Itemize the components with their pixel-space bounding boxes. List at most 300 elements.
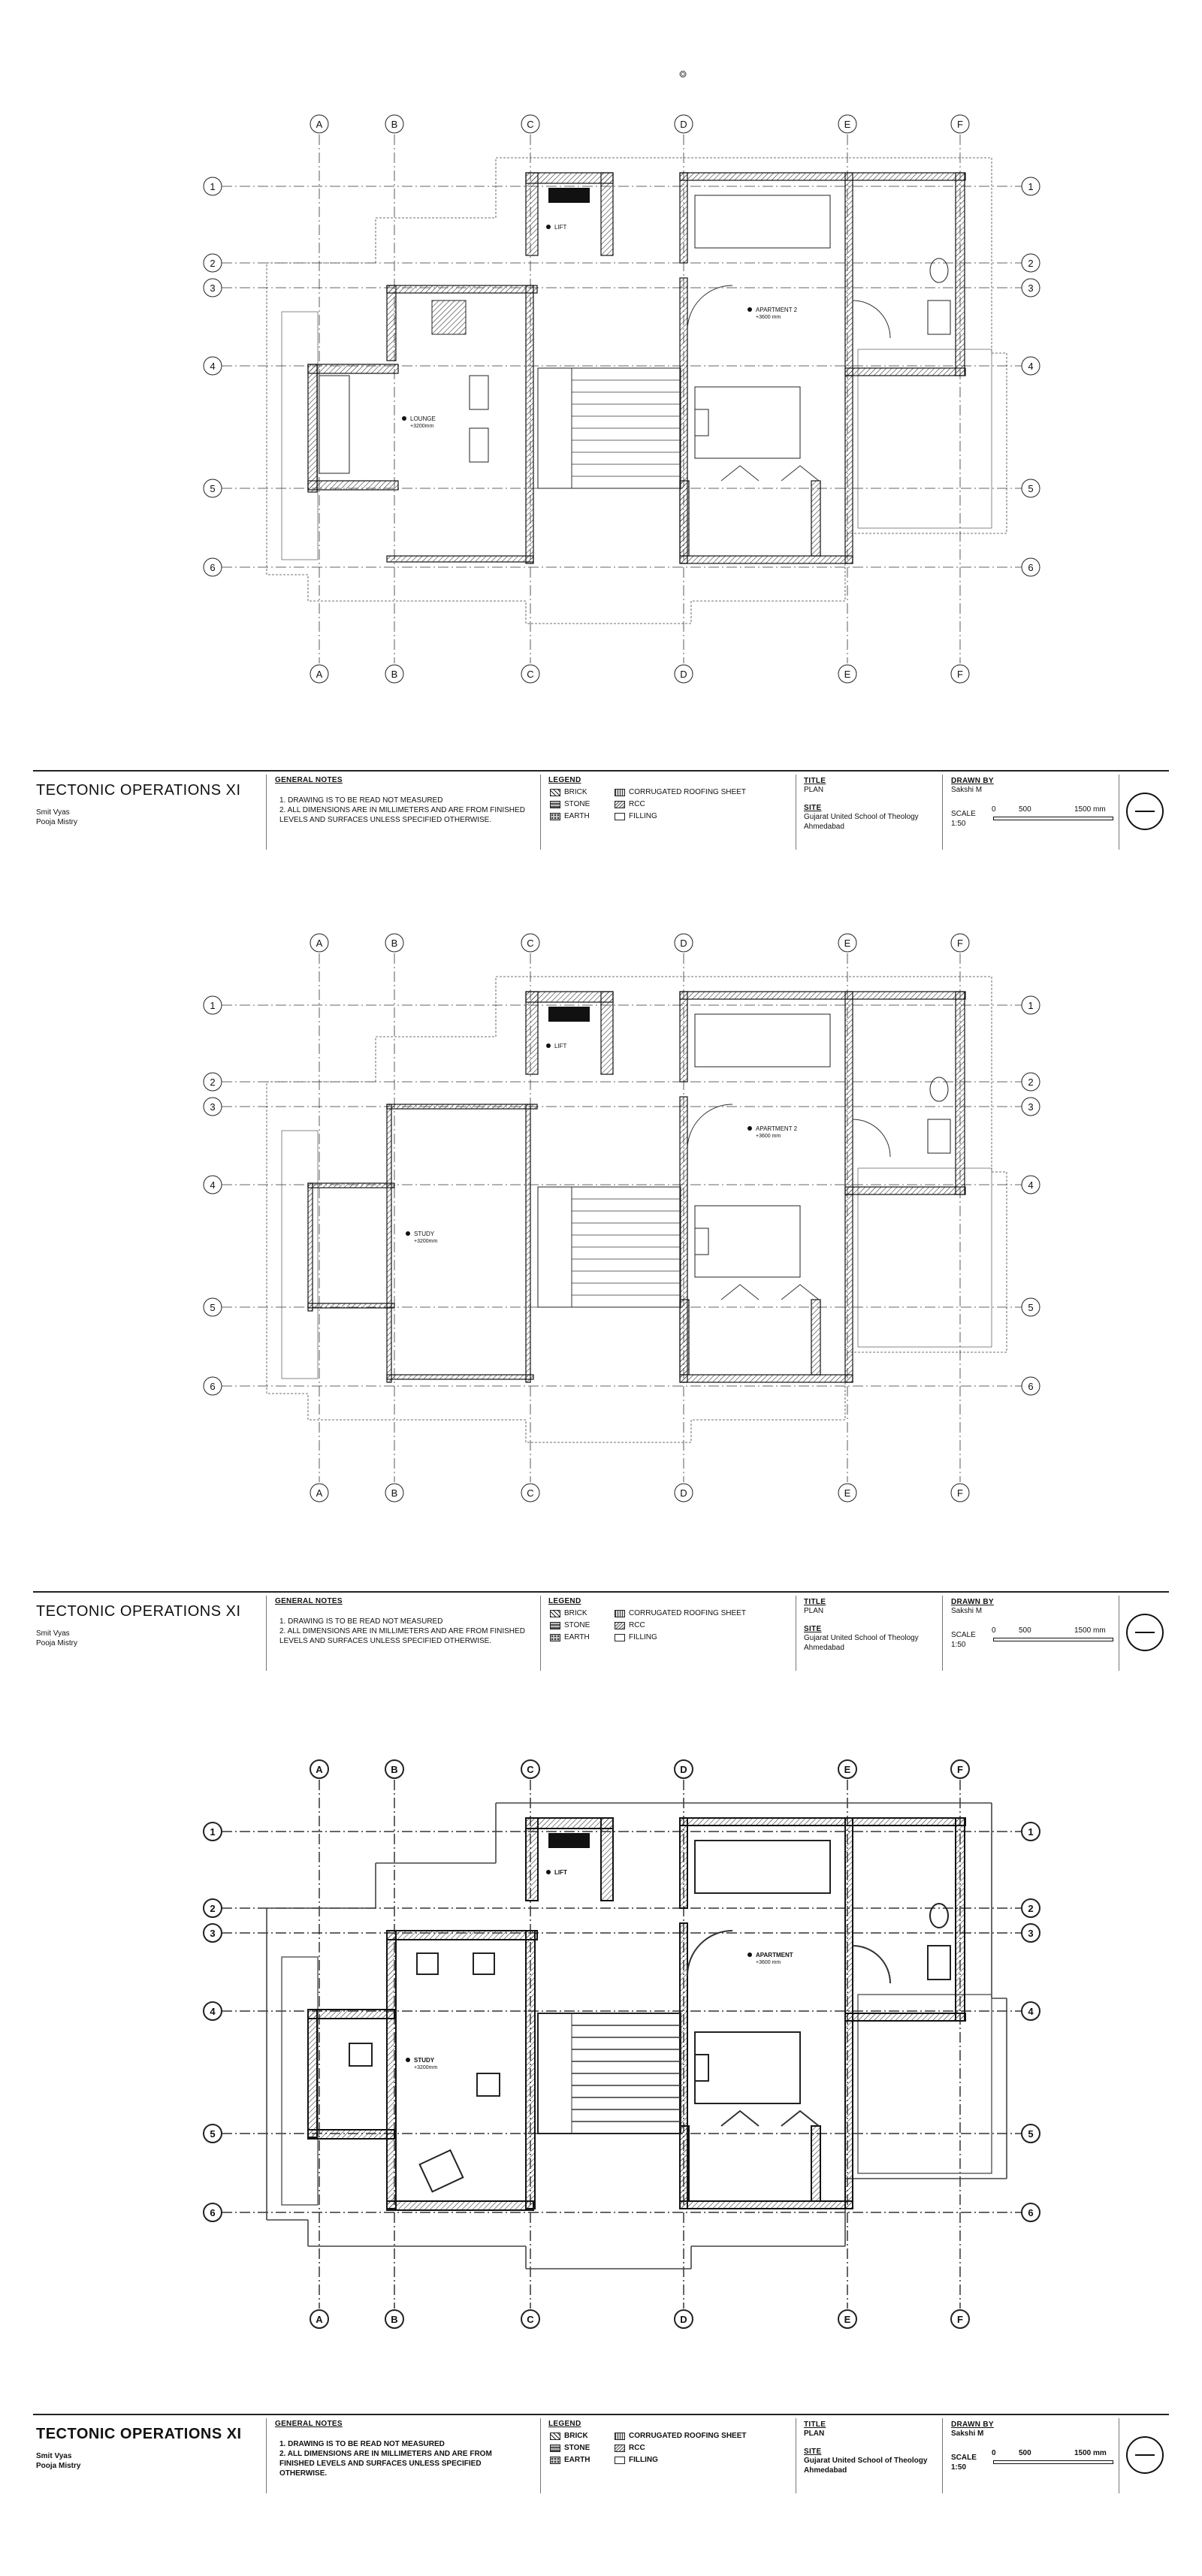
svg-text:1: 1	[210, 181, 216, 192]
svg-text:6: 6	[210, 562, 216, 573]
grid-lines	[222, 953, 1022, 1482]
grid-bubble-bottom-F	[951, 2310, 969, 2328]
scale-label: SCALE	[951, 1631, 976, 1639]
grid-bubble-top-C	[521, 115, 539, 133]
legend-filling: FILLING	[615, 1633, 657, 1641]
room-name: APARTMENT 2	[756, 307, 798, 313]
grid-bubble-bottom-D	[675, 2310, 693, 2328]
legend-rcc: RCC	[615, 800, 645, 808]
author-1: Smit Vyas	[36, 1629, 70, 1638]
svg-text:4: 4	[1028, 361, 1034, 372]
grid-bubble-left-1	[204, 996, 222, 1014]
grid-bubble-left-5	[204, 1298, 222, 1316]
room-level: +3600 mm	[756, 1134, 781, 1139]
general-notes	[272, 2415, 557, 2504]
bath-wall-left	[845, 1818, 853, 2021]
svg-text:1: 1	[210, 1826, 216, 1838]
outline-projections	[267, 158, 1007, 624]
grid-bubble-top-D	[675, 1760, 693, 1778]
apartment-wall-top	[680, 1818, 965, 1826]
author-2: Pooja Mistry	[36, 818, 78, 826]
svg-text:F: F	[957, 2314, 963, 2325]
project-title: TECTONIC OPERATIONS XI	[36, 2426, 242, 2442]
room-name: LOUNGE	[410, 415, 436, 422]
scale-bar	[993, 2460, 1113, 2464]
scale-tick-500: 500	[1019, 1626, 1031, 1635]
drawn-by-heading: DRAWN BY	[951, 2420, 994, 2429]
grid-bubble-top-C	[521, 934, 539, 952]
svg-text:F: F	[957, 938, 963, 949]
svg-text:4: 4	[210, 361, 216, 372]
grid-bubble-bottom-D	[675, 665, 693, 683]
lift-wall-top	[526, 992, 613, 1002]
bath-wall-left	[845, 992, 853, 1194]
svg-text:4: 4	[210, 1179, 216, 1191]
legend-heading: LEGEND	[548, 1597, 581, 1605]
author-1: Smit Vyas	[36, 2452, 72, 2460]
grid-bubble-left-2	[204, 254, 222, 272]
grid-bubble-top-A	[310, 1760, 328, 1778]
project-title: TECTONIC OPERATIONS XI	[36, 1603, 241, 1620]
grid-bubble-right-2	[1022, 1073, 1040, 1091]
staircase	[538, 368, 681, 488]
apartment-wall-bottom	[680, 2201, 853, 2209]
title-value: PLAN	[804, 1607, 824, 1615]
svg-text:D: D	[680, 2314, 687, 2325]
bath-wall-bottom	[845, 368, 965, 376]
grid-bubble-left-3	[204, 279, 222, 297]
grid-bubble-bottom-A	[310, 2310, 328, 2328]
lift-wall-right	[601, 992, 613, 1074]
grid-bubble-left-4	[204, 2002, 222, 2020]
grid-bubble-bottom-E	[838, 1484, 856, 1502]
grid-lines	[222, 134, 1022, 663]
apartment-wall-top	[680, 992, 965, 999]
grid-bubble-right-6	[1022, 1377, 1040, 1395]
grid-bubble-left-1	[204, 177, 222, 195]
title-heading: TITLE	[804, 777, 826, 785]
title-value: PLAN	[804, 786, 824, 794]
study-wall-top	[387, 1104, 537, 1109]
grid-bubble-left-5	[204, 2125, 222, 2143]
scale-value: 1:50	[951, 1641, 966, 1649]
svg-text:6: 6	[210, 1381, 216, 1392]
scale-tick-1500: 1500 mm	[1074, 1626, 1106, 1635]
apartment-wall-left	[680, 992, 687, 1082]
note-1: 1. DRAWING IS TO BE READ NOT MEASURED	[279, 1617, 443, 1626]
svg-text:1: 1	[1028, 1826, 1034, 1838]
grid-bubble-right-2	[1022, 1899, 1040, 1917]
study-wall-bottom	[387, 1375, 533, 1379]
general-notes	[272, 772, 557, 860]
floor-plan-2	[0, 894, 1202, 1540]
furniture	[687, 1014, 950, 1300]
drawn-by-and-scale	[948, 2415, 1113, 2504]
grid-bubble-left-3	[204, 1098, 222, 1116]
site-heading: SITE	[804, 804, 822, 812]
study-wall-right	[526, 1104, 530, 1382]
legend	[545, 1593, 771, 1681]
legend-earth: EARTH	[550, 1633, 590, 1641]
lounge-wall-upper-left	[387, 285, 396, 361]
furniture	[319, 195, 950, 481]
study-wall-bottom-west	[308, 1303, 394, 1308]
compass-mark-icon: ❂	[679, 69, 687, 80]
grid-bubble-left-4	[204, 357, 222, 375]
drawn-by-value: Sakshi M	[951, 2430, 984, 2438]
svg-text:5: 5	[210, 483, 216, 494]
room-label-1	[546, 224, 567, 231]
svg-text:D: D	[680, 938, 687, 949]
title-block	[33, 770, 1169, 860]
north-arrow-icon	[1126, 1614, 1164, 1651]
grid-bubble-left-1	[204, 1823, 222, 1841]
site-value: Gujarat United School of Theology	[804, 813, 919, 821]
svg-text:C: C	[527, 1764, 534, 1775]
room-name: LIFT	[554, 1869, 567, 1876]
grid-bubble-top-B	[385, 934, 403, 952]
legend-roofing: CORRUGATED ROOFING SHEET	[615, 788, 746, 796]
grid-bubble-left-2	[204, 1899, 222, 1917]
svg-text:2: 2	[210, 1077, 216, 1088]
svg-text:2: 2	[1028, 258, 1034, 269]
grid-bubble-right-1	[1022, 996, 1040, 1014]
svg-text:1: 1	[210, 1000, 216, 1011]
grid-bubble-top-C	[521, 1760, 539, 1778]
floor-plan-1	[0, 75, 1202, 721]
apartment-wall-right-lower	[845, 376, 853, 563]
drawn-by-heading: DRAWN BY	[951, 777, 994, 785]
scale-tick-1500: 1500 mm	[1074, 2449, 1107, 2457]
apartment-wall-top	[680, 173, 965, 180]
svg-text:A: A	[316, 1764, 323, 1775]
apartment-wall-right-lower	[845, 1194, 853, 1382]
room-name: STUDY	[414, 1231, 435, 1237]
svg-text:2: 2	[1028, 1077, 1034, 1088]
scale-tick-0: 0	[992, 1626, 996, 1635]
bath-wall-bottom	[845, 1187, 965, 1194]
grid-bubble-right-6	[1022, 2203, 1040, 2221]
room-level: +3600 mm	[756, 315, 781, 320]
room-name: STUDY	[414, 2057, 435, 2064]
balcony-wall-left	[680, 481, 689, 556]
room-label-3	[406, 2057, 437, 2070]
grid-bubble-left-3	[204, 1924, 222, 1942]
grid-bubble-top-F	[951, 934, 969, 952]
drawn-by-value: Sakshi M	[951, 1607, 983, 1615]
grid-bubble-right-1	[1022, 177, 1040, 195]
balcony-wall-right	[811, 2126, 820, 2201]
apartment-wall-left	[680, 173, 687, 263]
grid-bubble-top-B	[385, 1760, 403, 1778]
scale-tick-1500: 1500 mm	[1074, 805, 1106, 814]
grid-bubble-right-6	[1022, 558, 1040, 576]
lift-wall-right	[601, 1818, 613, 1901]
svg-text:B: B	[391, 1764, 398, 1775]
scale-tick-0: 0	[992, 2449, 996, 2457]
grid-bubble-right-2	[1022, 254, 1040, 272]
svg-text:F: F	[957, 119, 963, 130]
svg-text:D: D	[680, 669, 687, 680]
scale-bar	[993, 1638, 1113, 1641]
svg-text:D: D	[680, 119, 687, 130]
balcony-wall-right	[811, 481, 820, 556]
north-arrow-icon	[1126, 793, 1164, 830]
author-1: Smit Vyas	[36, 808, 70, 817]
grid-bubble-top-B	[385, 115, 403, 133]
legend-roofing: CORRUGATED ROOFING SHEET	[615, 1609, 746, 1617]
grid-bubble-right-4	[1022, 2002, 1040, 2020]
svg-text:4: 4	[1028, 2006, 1034, 2017]
grid-bubble-left-6	[204, 1377, 222, 1395]
grid-bubble-bottom-F	[951, 1484, 969, 1502]
room-label-1	[546, 1043, 567, 1049]
note-1: 1. DRAWING IS TO BE READ NOT MEASURED	[279, 2440, 445, 2448]
grid-bubble-right-5	[1022, 1298, 1040, 1316]
svg-text:2: 2	[210, 1903, 216, 1914]
stair-wall-left	[526, 285, 533, 563]
svg-text:A: A	[316, 2314, 323, 2325]
authors	[36, 1629, 77, 1648]
lounge-wall-upper-top	[387, 285, 537, 293]
svg-text:3: 3	[210, 282, 216, 294]
study-wall-top-west	[308, 1183, 394, 1188]
svg-text:3: 3	[210, 1101, 216, 1113]
grid-bubble-left-2	[204, 1073, 222, 1091]
lift-wall-left	[526, 173, 538, 255]
study-wall-top	[387, 1931, 537, 1940]
room-label-2	[747, 307, 798, 320]
scale-tick-0: 0	[992, 805, 996, 814]
grid-bubble-bottom-B	[385, 1484, 403, 1502]
grid-lines	[222, 1780, 1022, 2309]
staircase	[538, 1187, 681, 1307]
svg-text:F: F	[957, 1487, 963, 1499]
lounge-wall-top	[308, 364, 398, 373]
grid-bubble-bottom-F	[951, 665, 969, 683]
scale-tick-500: 500	[1019, 805, 1031, 814]
svg-text:E: E	[844, 1764, 851, 1775]
legend-roofing: CORRUGATED ROOFING SHEET	[615, 2432, 746, 2440]
lounge-wall-bottom	[308, 481, 398, 490]
svg-text:C: C	[527, 119, 534, 130]
room-level: +3600 mm	[756, 1960, 781, 1965]
svg-text:E: E	[844, 669, 851, 680]
svg-text:D: D	[680, 1487, 687, 1499]
grid-bubble-top-D	[675, 934, 693, 952]
grid-bubble-bottom-A	[310, 1484, 328, 1502]
site-value: Gujarat United School of Theology	[804, 2457, 928, 2465]
lift-wall-top	[526, 1818, 613, 1829]
grid-bubble-left-5	[204, 479, 222, 497]
svg-text:D: D	[680, 1764, 687, 1775]
site-value: Gujarat United School of Theology	[804, 1634, 919, 1642]
grid-bubble-bottom-E	[838, 2310, 856, 2328]
legend-brick: BRICK	[550, 788, 587, 796]
staircase	[538, 2013, 681, 2134]
svg-text:5: 5	[1028, 1302, 1034, 1313]
outline-projections	[267, 977, 1007, 1442]
legend-brick: BRICK	[550, 2432, 588, 2440]
scale-tick-500: 500	[1019, 2449, 1031, 2457]
scale-value: 1:50	[951, 2463, 967, 2472]
room-label-3	[406, 1231, 437, 1244]
room-name: LIFT	[554, 1043, 567, 1049]
outline-projections	[267, 1803, 1007, 2269]
floor-plan-3	[0, 1720, 1202, 2366]
grid-bubble-left-4	[204, 1176, 222, 1194]
study-wall-left	[387, 1104, 391, 1382]
legend-earth: EARTH	[550, 2456, 590, 2464]
room-label-2	[747, 1952, 793, 1965]
svg-text:C: C	[527, 1487, 534, 1499]
lift-wall-right	[601, 173, 613, 255]
grid-bubble-right-3	[1022, 1098, 1040, 1116]
room-level: +3200mm	[414, 1239, 438, 1244]
grid-bubble-right-3	[1022, 1924, 1040, 1942]
svg-text:5: 5	[210, 2128, 216, 2140]
svg-text:1: 1	[1028, 181, 1034, 192]
legend-heading: LEGEND	[548, 776, 581, 784]
title-value: PLAN	[804, 2430, 825, 2438]
drawn-by-and-scale	[948, 772, 1113, 860]
project-title: TECTONIC OPERATIONS XI	[36, 782, 241, 799]
balcony-wall-left	[680, 1300, 689, 1375]
title-and-site	[801, 1593, 951, 1681]
bath-wall-bottom	[845, 2013, 965, 2021]
lift-wall-top	[526, 173, 613, 183]
authors	[36, 2451, 80, 2471]
svg-text:B: B	[391, 669, 398, 680]
svg-text:6: 6	[1028, 562, 1034, 573]
note-1: 1. DRAWING IS TO BE READ NOT MEASURED	[279, 796, 443, 805]
room-label-3	[402, 415, 436, 429]
svg-text:3: 3	[1028, 282, 1034, 294]
grid-bubble-left-6	[204, 2203, 222, 2221]
svg-text:6: 6	[210, 2207, 216, 2218]
legend-filling: FILLING	[615, 2456, 658, 2464]
svg-text:5: 5	[1028, 2128, 1034, 2140]
note-2: 2. ALL DIMENSIONS ARE IN MILLIMETERS AND ARE FROM FINISHED LEVELS AND SURFACES UNLESS SPECIFIED OTHERWISE.	[279, 1627, 525, 1645]
svg-text:6: 6	[1028, 1381, 1034, 1392]
study-wall-right	[526, 1931, 535, 2209]
svg-text:4: 4	[210, 2006, 216, 2017]
svg-text:5: 5	[210, 1302, 216, 1313]
grid-bubble-top-D	[675, 115, 693, 133]
drawn-by-and-scale	[948, 1593, 1113, 1681]
apartment-wall-bottom	[680, 556, 853, 563]
study-wall-west	[308, 2010, 317, 2137]
note-2: 2. ALL DIMENSIONS ARE IN MILLIMETERS AND ARE FROM FINISHED LEVELS AND SURFACES UNLESS SPECIFIED OTHERWISE.	[279, 806, 525, 824]
grid-bubble-right-3	[1022, 279, 1040, 297]
svg-text:A: A	[316, 1487, 323, 1499]
study-wall-top-west	[308, 2010, 394, 2019]
grid-bubble-top-E	[838, 934, 856, 952]
bath-wall-right	[956, 1818, 965, 2021]
svg-text:2: 2	[210, 258, 216, 269]
svg-text:E: E	[844, 1487, 851, 1499]
svg-text:B: B	[391, 1487, 398, 1499]
scale-label: SCALE	[951, 2454, 977, 2462]
lift-wall-left	[526, 1818, 538, 1901]
grid-bubble-top-E	[838, 1760, 856, 1778]
svg-text:3: 3	[1028, 1101, 1034, 1113]
grid-bubble-right-4	[1022, 1176, 1040, 1194]
drawn-by-heading: DRAWN BY	[951, 1598, 994, 1606]
svg-text:B: B	[391, 938, 398, 949]
legend	[545, 2415, 771, 2504]
svg-text:B: B	[391, 119, 398, 130]
site-heading: SITE	[804, 2448, 822, 2456]
svg-text:3: 3	[1028, 1928, 1034, 1939]
room-name: LIFT	[554, 224, 567, 231]
title-and-site	[801, 2415, 951, 2504]
svg-text:C: C	[527, 2314, 534, 2325]
grid-bubble-bottom-C	[521, 665, 539, 683]
legend-stone: STONE	[550, 2444, 590, 2452]
room-level: +3200mm	[410, 424, 434, 429]
room-level: +3200mm	[414, 2065, 438, 2070]
svg-text:A: A	[316, 669, 323, 680]
drawn-by-value: Sakshi M	[951, 786, 983, 794]
lounge-wall-left	[308, 364, 317, 492]
legend-rcc: RCC	[615, 1621, 645, 1629]
grid-bubble-right-4	[1022, 357, 1040, 375]
lounge-wall-lower	[387, 556, 533, 562]
bath-wall-right	[956, 992, 965, 1194]
svg-text:2: 2	[1028, 1903, 1034, 1914]
apartment-wall-right-lower	[845, 2021, 853, 2209]
study-wall-bottom	[387, 2201, 533, 2210]
scale-bar	[993, 817, 1113, 820]
legend-stone: STONE	[550, 1621, 590, 1629]
bath-wall-right	[956, 173, 965, 376]
title-block	[33, 2414, 1169, 2504]
site-city: Ahmedabad	[804, 823, 844, 831]
title-heading: TITLE	[804, 1598, 826, 1606]
legend-earth: EARTH	[550, 812, 590, 820]
svg-text:C: C	[527, 669, 534, 680]
grid-bubble-bottom-B	[385, 665, 403, 683]
room-name: APARTMENT	[756, 1952, 793, 1958]
svg-text:5: 5	[1028, 483, 1034, 494]
svg-text:F: F	[957, 1764, 963, 1775]
apartment-wall-bottom	[680, 1375, 853, 1382]
legend-heading: LEGEND	[548, 2420, 581, 2428]
grid-bubble-bottom-B	[385, 2310, 403, 2328]
grid-bubble-right-5	[1022, 2125, 1040, 2143]
north-arrow-icon	[1126, 2436, 1164, 2474]
note-2: 2. ALL DIMENSIONS ARE IN MILLIMETERS AND ARE FROM FINISHED LEVELS AND SURFACES UNLESS SPECIFIED OTHERWISE.	[279, 2450, 492, 2478]
grid-bubble-bottom-A	[310, 665, 328, 683]
site-city: Ahmedabad	[804, 2466, 847, 2475]
grid-bubble-left-6	[204, 558, 222, 576]
study-wall-bottom-west	[308, 2130, 394, 2139]
author-2: Pooja Mistry	[36, 2462, 81, 2470]
grid-bubble-right-5	[1022, 479, 1040, 497]
svg-text:F: F	[957, 669, 963, 680]
grid-bubble-bottom-D	[675, 1484, 693, 1502]
legend-stone: STONE	[550, 800, 590, 808]
svg-text:B: B	[391, 2314, 398, 2325]
svg-text:E: E	[844, 938, 851, 949]
study-wall-west	[308, 1183, 313, 1311]
legend-brick: BRICK	[550, 1609, 587, 1617]
grid-bubble-top-A	[310, 115, 328, 133]
legend	[545, 772, 771, 860]
general-notes-heading: GENERAL NOTES	[275, 1597, 343, 1605]
lift-wall-left	[526, 992, 538, 1074]
